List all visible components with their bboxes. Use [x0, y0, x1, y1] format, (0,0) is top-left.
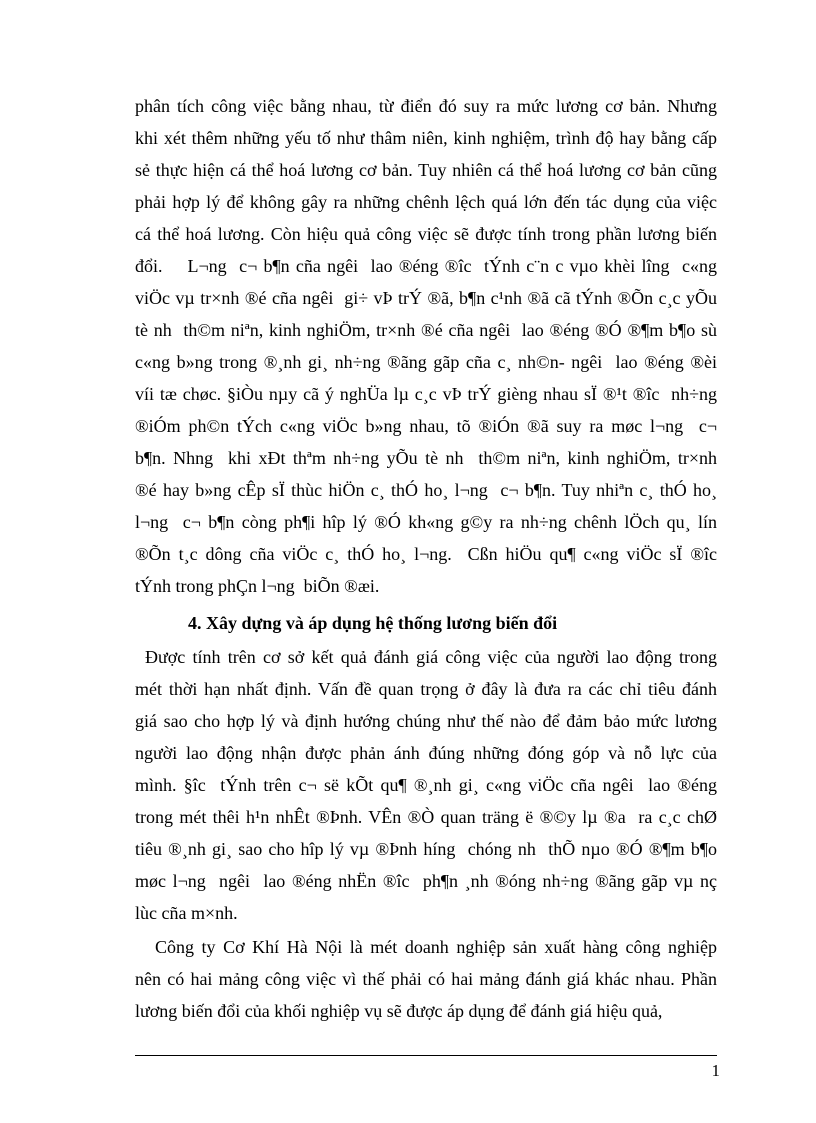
- body-text-line: ®Õn t¸c dông cña viÖc c¸ thÓ ho¸ l¬ng. Cßn hiÖu qu¶ c«ng viÖc sÏ ®îc: [135, 544, 717, 564]
- body-text-line: phân tích công việc bằng nhau, từ điển đó suy ra mức lương cơ bản. Nhưng: [135, 96, 717, 116]
- body-text-line: Công ty Cơ Khí Hà Nội là mét doanh nghiệp sản xuất hàng công nghiệp: [155, 937, 717, 957]
- body-text-line: víi tæ chøc. §iÒu nµy cã ý nghÜa lµ c¸c vÞ trÝ gièng nhau sÏ ®¹t ®îc nh÷ng: [135, 384, 717, 404]
- body-text-line: lương biến đổi của khối nghiệp vụ sẽ được áp dụng để đánh giá hiệu quả,: [135, 1001, 663, 1021]
- body-text-line: nên có hai mảng công việc vì thế phải có hai mảng đánh giá khác nhau. Phần: [135, 969, 717, 989]
- page-number: 1: [711, 1061, 720, 1080]
- body-text-line: tiêu ®¸nh gi¸ sao cho hîp lý vµ ®Þnh híng chóng nh thÕ nµo ®Ó ®¶m b¶o: [135, 839, 717, 859]
- body-text-line: trong mét thêi h¹n nhÊt ®Þnh. VÊn ®Ò quan träng ë ®©y lµ ®a ra c¸c chØ: [135, 807, 717, 827]
- body-text-line: mình. §îc tÝnh trên c¬ së kÕt qu¶ ®¸nh gi¸ c«ng viÖc cña ngêi lao ®éng: [135, 775, 717, 795]
- body-text-line: phải hợp lý để không gây ra những chênh lệch quá lớn đến tác dụng của việc: [135, 192, 717, 212]
- body-text-line: møc l¬ng ngêi lao ®éng nhËn ®îc ph¶n ¸nh ®óng nh÷ng ®ãng gãp vµ nç: [135, 871, 717, 891]
- body-text-line: Được tính trên cơ sở kết quả đánh giá công việc của người lao động trong: [145, 647, 717, 667]
- body-text-line: đổi. L¬ng c¬ b¶n cña ngêi lao ®éng ®îc tÝnh c¨n c vµo khèi lîng c«ng: [135, 256, 717, 276]
- body-text-line: cá thể hoá lương. Còn hiệu quả công việc sẽ được tính trong phần lương biến: [135, 224, 717, 244]
- footer-rule: [135, 1055, 717, 1056]
- body-text-line: khi xét thêm những yếu tố như thâm niên, kinh nghiệm, trình độ hay bằng cấp: [135, 128, 717, 148]
- body-text-line: sẻ thực hiện cá thể hoá lương cơ bản. Tuy nhiên cá thể hoá lương cơ bản cũng: [135, 160, 717, 180]
- body-text-line: giá sao cho hợp lý và định hướng chúng như thế nào để đảm bảo mức lương: [135, 711, 717, 731]
- body-text-line: ®iÓm ph©n tÝch c«ng viÖc b»ng nhau, tõ ®iÓn ®ã suy ra møc l¬ng c¬: [135, 416, 717, 436]
- body-text-line: lùc cña m×nh.: [135, 903, 238, 923]
- body-text-line: mét thời hạn nhất định. Vấn đề quan trọng ở đây là đưa ra các chỉ tiêu đánh: [135, 679, 717, 699]
- body-text-line: l¬ng c¬ b¶n còng ph¶i hîp lý ®Ó kh«ng g©y ra nh÷ng chênh lÖch qu¸ lín: [135, 512, 717, 532]
- body-text-line: c«ng b»ng trong ®¸nh gi¸ nh÷ng ®ãng gãp cña c¸ nh©n- ngêi lao ®éng ®èi: [135, 352, 717, 372]
- body-text-line: người lao động nhận được phản ánh đúng những đóng góp và nỗ lực của: [135, 743, 717, 763]
- body-text-line: ®é hay b»ng cÊp sÏ thùc hiÖn c¸ thÓ ho¸ l¬ng c¬ b¶n. Tuy nhiªn c¸ thÓ ho¸: [135, 480, 717, 500]
- body-text-line: tÝnh trong phÇn l¬ng biÕn ®æi.: [135, 576, 380, 596]
- body-text-line: viÖc vµ tr×nh ®é cña ngêi gi÷ vÞ trÝ ®ã, b¶n c¹nh ®ã cã tÝnh ®Õn c¸c yÕu: [135, 288, 717, 308]
- section-heading: 4. Xây dựng và áp dụng hệ thống lương biến đổi: [188, 613, 558, 633]
- body-text-line: tè nh th©m niªn, kinh nghiÖm, tr×nh ®é cña ngêi lao ®éng ®Ó ®¶m b¶o sù: [135, 320, 717, 340]
- body-text-line: b¶n. Nhng khi xÐt thªm nh÷ng yÕu tè nh th©m niªn, kinh nghiÖm, tr×nh: [135, 448, 717, 468]
